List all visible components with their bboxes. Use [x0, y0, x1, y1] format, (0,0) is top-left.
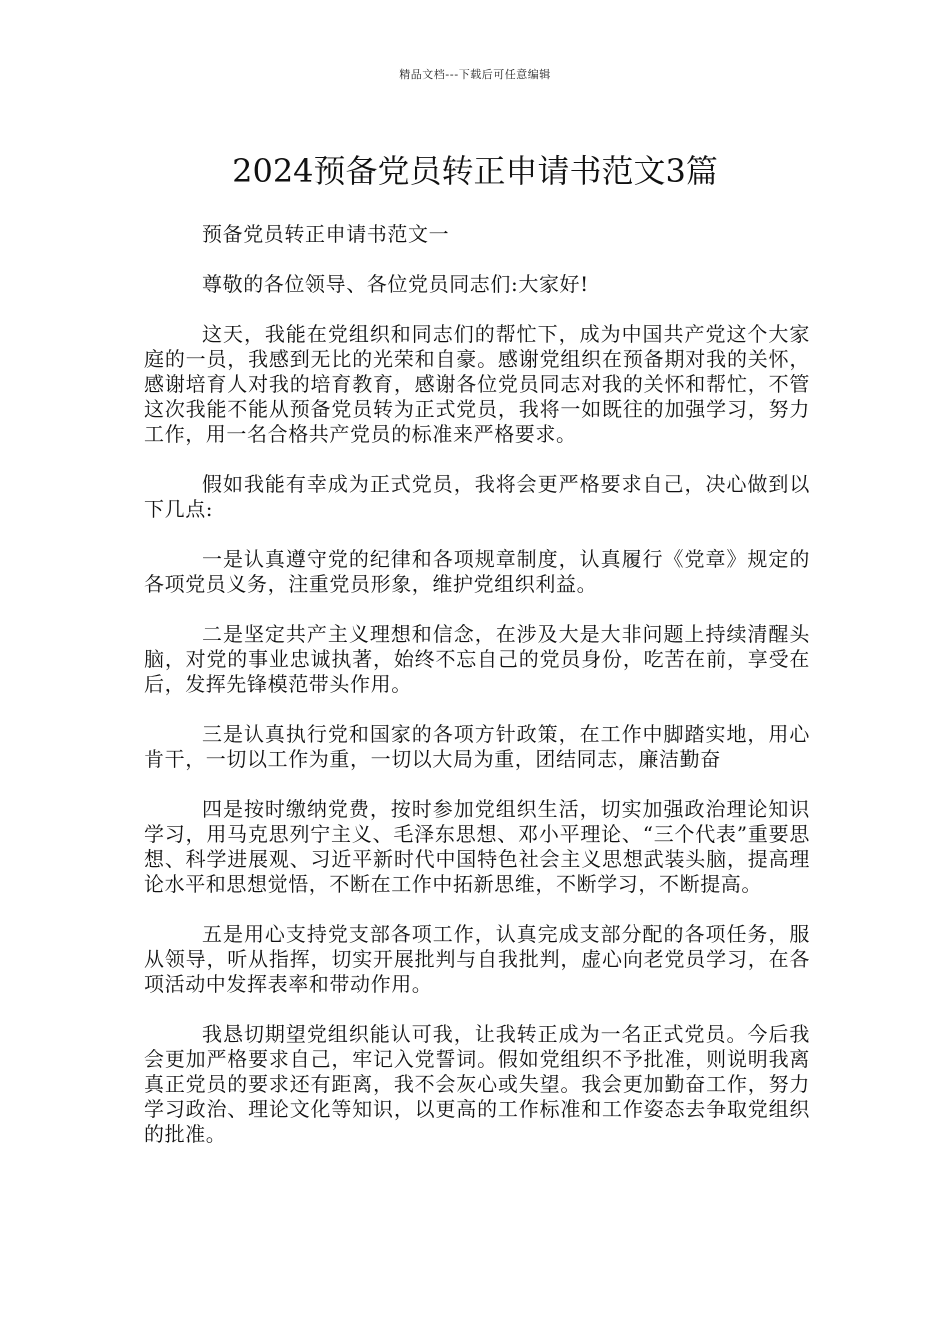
- body-paragraph: 五是用心支持党支部各项工作，认真完成支部分配的各项任务，服从领导，听从指挥，切实开展批判与自我批判，虚心向老党员学习，在各项活动中发挥表率和带动作用。: [144, 922, 810, 996]
- body-paragraph: 一是认真遵守党的纪律和各项规章制度，认真履行《党章》规定的各项党员义务，注重党员形象，维护党组织利益。: [144, 547, 810, 596]
- body-paragraph: 三是认真执行党和国家的各项方针政策，在工作中脚踏实地，用心肯干，一切以工作为重，一切以大局为重，团结同志，廉洁勤奋: [144, 722, 810, 771]
- document-title: 2024预备党员转正申请书范文3篇: [232, 152, 718, 191]
- body-paragraph: 二是坚定共产主义理想和信念，在涉及大是大非问题上持续清醒头脑，对党的事业忠诚执著，始终不忘自己的党员身份，吃苦在前，享受在后，发挥先锋模范带头作用。: [144, 622, 810, 696]
- document-body: [144, 222, 810, 1172]
- header-note: 精品文档---下载后可任意编辑: [399, 68, 551, 81]
- body-paragraph: 我恳切期望党组织能认可我，让我转正成为一名正式党员。今后我会更加严格要求自己，牢记入党誓词。假如党组织不予批准，则说明我离真正党员的要求还有距离，我不会灰心或失望。我会更加勤奋工作，努力学习政治、理论文化等知识，以更高的工作标准和工作姿态去争取党组织的批准。: [144, 1022, 810, 1146]
- body-paragraph: 四是按时缴纳党费，按时参加党组织生活，切实加强政治理论知识学习，用马克思列宁主义、毛泽东思想、邓小平理论、“三个代表”重要思想、科学进展观、习近平新时代中国特色社会主义思想武装头脑，提高理论水平和思想觉悟，不断在工作中拓新思维，不断学习，不断提高。: [144, 797, 810, 896]
- section-heading: 预备党员转正申请书范文一: [202, 222, 450, 246]
- salutation: 尊敬的各位领导、各位党员同志们:大家好!: [202, 272, 589, 296]
- body-paragraph: 假如我能有幸成为正式党员，我将会更严格要求自己，决心做到以下几点:: [144, 472, 810, 521]
- body-paragraph: 这天，我能在党组织和同志们的帮忙下，成为中国共产党这个大家庭的一员，我感到无比的光荣和自豪。感谢党组织在预备期对我的关怀，感谢培育人对我的培育教育，感谢各位党员同志对我的关怀和帮忙，不管这次我能不能从预备党员转为正式党员，我将一如既往的加强学习，努力工作，用一名合格共产党员的标准来严格要求。: [144, 322, 810, 446]
